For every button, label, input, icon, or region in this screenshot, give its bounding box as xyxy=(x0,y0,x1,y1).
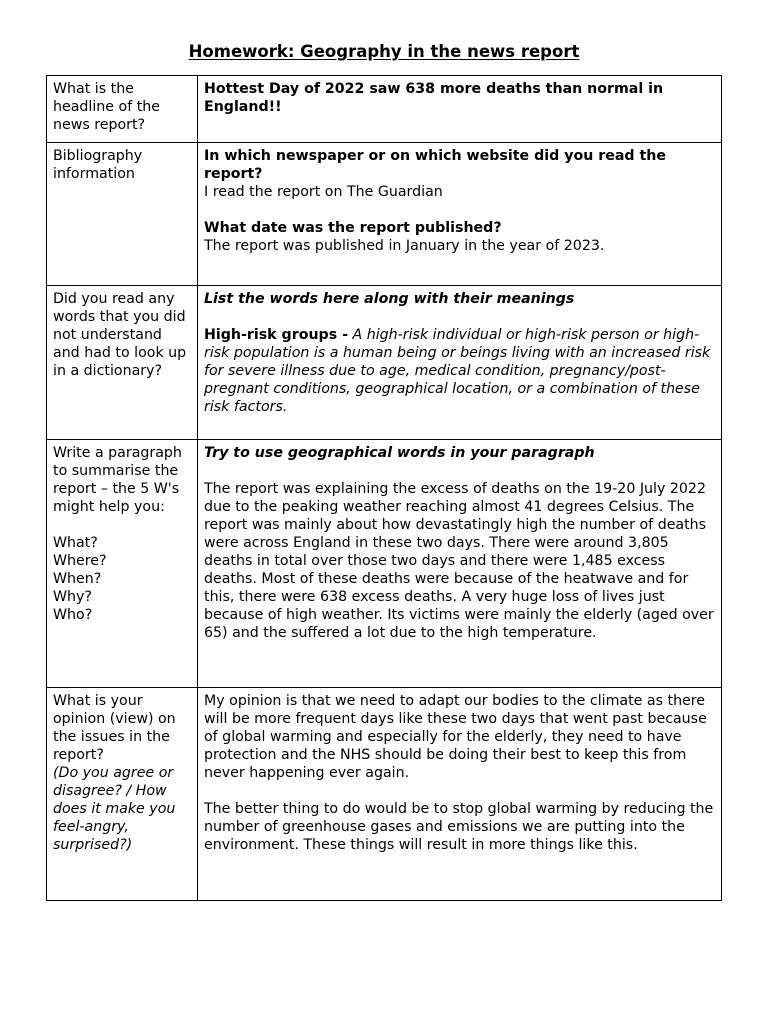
question-vocabulary: Did you read any words that you did not understand and had to look up in a dictionary? xyxy=(47,286,198,440)
term: High-risk groups - xyxy=(204,327,348,343)
question-headline: What is the headline of the news report? xyxy=(47,76,198,143)
homework-table xyxy=(46,75,722,901)
question-summary-text: Write a paragraph to summarise the report – the 5 W's might help you: xyxy=(53,445,182,515)
w-who: Who? xyxy=(53,607,93,623)
answer-headline xyxy=(198,76,722,143)
page-title: Homework: Geography in the news report xyxy=(188,42,580,61)
definition-entry xyxy=(204,326,715,416)
question-opinion xyxy=(47,688,198,901)
prompt-newspaper: In which newspaper or on which website did you read the report? xyxy=(204,148,667,182)
table-row-summary xyxy=(47,440,722,688)
headline-text: Hottest Day of 2022 saw 638 more deaths than normal in England!! xyxy=(204,81,664,115)
prompt-words: List the words here along with their meanings xyxy=(204,291,575,307)
table-row-opinion xyxy=(47,688,722,901)
question-opinion-text: What is your opinion (view) on the issues in the report? xyxy=(53,693,176,763)
prompt-geographical-words: Try to use geographical words in your paragraph xyxy=(204,445,595,461)
table-row-vocabulary xyxy=(47,286,722,440)
answer-newspaper: I read the report on The Guardian xyxy=(204,184,443,200)
answer-bibliography xyxy=(198,143,722,286)
question-bibliography: Bibliography information xyxy=(47,143,198,286)
question-summary xyxy=(47,440,198,688)
w-why: Why? xyxy=(53,589,92,605)
table-row-headline xyxy=(47,76,722,143)
opinion-paragraph-1: My opinion is that we need to adapt our bodies to the climate as there will be more frequent days like these two days that went past because of global warming and especially for the elderly, they need to have protection and the NHS should be doing their best to keep this from never happening ever again. xyxy=(204,693,707,781)
question-opinion-hint: (Do you agree or disagree? / How does it make you feel-angry, surprised?) xyxy=(53,765,176,853)
prompt-date: What date was the report published? xyxy=(204,220,502,236)
answer-opinion xyxy=(198,688,722,901)
opinion-paragraph-2: The better thing to do would be to stop global warming by reducing the number of greenhouse gases and emissions we are putting into the environment. These things will result in more things like this. xyxy=(204,801,714,853)
answer-date: The report was published in January in the year of 2023. xyxy=(204,238,605,254)
summary-paragraph: The report was explaining the excess of deaths on the 19-20 July 2022 due to the peaking weather reaching almost 41 degrees Celsius. The report was mainly about how devastatingly high the number of deaths were across England in these two days. There were around 3,805 deaths in total over those two days and there were 1,485 excess deaths. Most of these deaths were because of the heatwave and for this, there were 638 excess deaths. A very huge loss of lives just because of high weather. Its victims were mainly the elderly (aged over 65) and the suffered a lot due to the high temperature. xyxy=(204,481,714,641)
w-when: When? xyxy=(53,571,102,587)
answer-vocabulary xyxy=(198,286,722,440)
table-row-bibliography xyxy=(47,143,722,286)
answer-summary xyxy=(198,440,722,688)
w-what: What? xyxy=(53,535,98,551)
definition: A high-risk individual or high-risk person or high-risk population is a human being or beings living with an increased risk for severe illness due to age, medical condition, pregnancy/post-pregnant conditions, geographical location, or a combination of these risk factors. xyxy=(204,327,711,415)
w-where: Where? xyxy=(53,553,107,569)
